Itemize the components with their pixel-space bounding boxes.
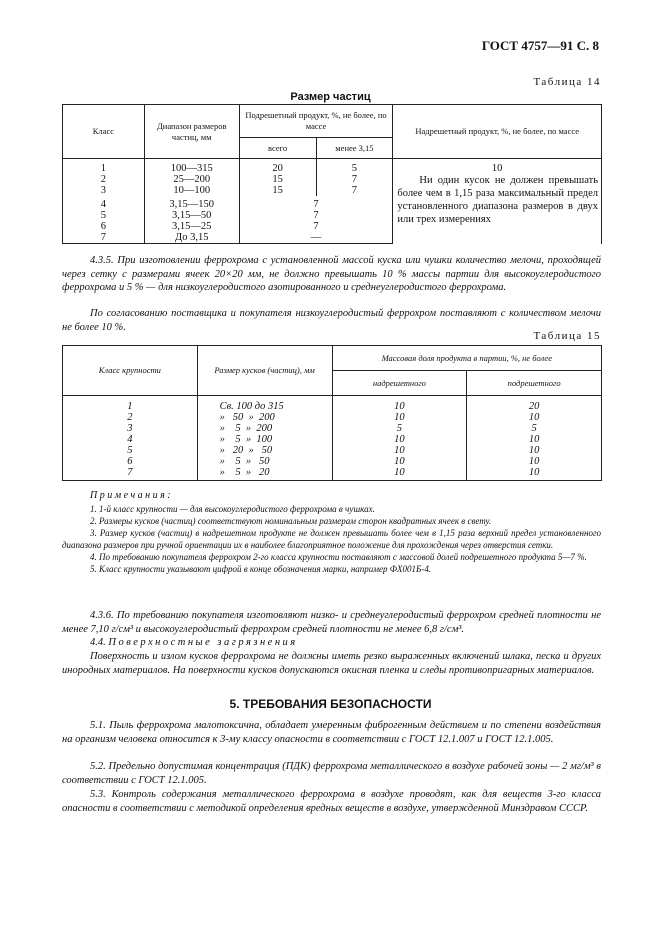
table15	[62, 345, 602, 481]
t14-cell: До 3,15	[144, 232, 239, 244]
section-5-title: 5. ТРЕБОВАНИЯ БЕЗОПАСНОСТИ	[229, 697, 432, 711]
t14-cell: 7	[239, 210, 393, 221]
t14-cell: —	[239, 232, 393, 244]
t14-cell: 3,15—150	[144, 196, 239, 210]
table-row	[63, 423, 602, 434]
t15-cell: 5	[332, 423, 467, 434]
table-row	[63, 412, 602, 423]
t14-over-note	[393, 174, 602, 244]
t15-cell	[197, 423, 332, 434]
t15-size: » 5 » 20	[219, 467, 270, 478]
t14-cell: 100—315	[144, 163, 239, 174]
para-4-4-title: Поверхностные загрязнения	[108, 637, 298, 648]
t14-cell: 5	[316, 163, 393, 174]
t14-cell: 1	[63, 163, 145, 174]
table-row	[63, 467, 602, 481]
t15-head-size: Размер кусков (частиц), мм	[197, 346, 332, 396]
t14-head-less: менее 3,15	[316, 138, 393, 159]
t14-cell: 3	[63, 185, 145, 196]
page-header: ГОСТ 4757—91 С. 8	[481, 38, 599, 53]
table14	[62, 104, 602, 244]
t14-cell: 7	[63, 232, 145, 244]
para-4-4-number: 4.4.	[90, 637, 106, 648]
t14-head-range: Диапазон размеров частиц, мм	[144, 105, 239, 159]
notes-block	[62, 490, 601, 575]
t15-cell: 10	[332, 467, 467, 481]
t15-cell	[197, 434, 332, 445]
t14-cell: 7	[239, 221, 393, 232]
t15-cell: 10	[332, 401, 467, 412]
note-item: 4. По требованию покупателя феррохром 2-го класса крупности поставляют с массовой долей подрешетного продукта 5—7 %.	[90, 552, 587, 562]
table14-caption: Таблица 14	[533, 76, 601, 88]
t14-cell: 4	[63, 196, 145, 210]
table-row	[63, 163, 602, 174]
t14-head-total: всего	[239, 138, 316, 159]
t15-cell: 10	[332, 445, 467, 456]
table-row	[63, 456, 602, 467]
t14-cell: 15	[239, 174, 316, 185]
t15-cell: 10	[467, 434, 602, 445]
t15-cell: 10	[332, 412, 467, 423]
t14-head-class: Класс	[63, 105, 145, 159]
note-item: 1. 1-й класс крупности — для высокоуглеродистого феррохрома в чушках.	[90, 504, 375, 514]
t15-cell: 10	[467, 412, 602, 423]
t15-cell: 20	[467, 401, 602, 412]
t14-cell: 10—100	[144, 185, 239, 196]
t14-cell: 5	[63, 210, 145, 221]
t15-cell: 10	[467, 456, 602, 467]
t15-head-class: Класс крупности	[63, 346, 198, 396]
t14-over-note-text: Ни один кусок не должен превышать более чем в 1,15 раза максимальный предел установленного диапазона размеров в двух или трех измерениях	[397, 175, 598, 225]
para-4-3-6: 4.3.6. По требованию покупателя изготовляют низко- и среднеуглеродистый феррохром средней плотности не менее 7,10 г/см³ и высокоуглеродистый феррохром средней плотности не менее 6,8 г/см³.	[62, 610, 601, 635]
t15-size: » 20 » 50	[219, 445, 273, 456]
t14-cell: 6	[63, 221, 145, 232]
t15-cell: 7	[63, 467, 198, 481]
t15-cell	[197, 412, 332, 423]
t15-cell	[197, 467, 332, 481]
t15-cell: 2	[63, 412, 198, 423]
t14-cell: 25—200	[144, 174, 239, 185]
t15-cell	[197, 445, 332, 456]
t15-cell: 6	[63, 456, 198, 467]
t14-head-under: Подрешетный продукт, %, не более, по массе	[239, 105, 393, 138]
t15-size: » 5 » 200	[219, 423, 273, 434]
t14-head-over: Надрешетный продукт, %, не более, по массе	[393, 105, 602, 159]
para-5-2: 5.2. Предельно допустимая концентрация (ПДК) феррохрома металлического в воздухе рабочей зоны — 2 мг/м³ в соответствии с ГОСТ 12.1.005.	[62, 761, 601, 786]
t14-cell: 7	[239, 196, 393, 210]
para-4-4-heading	[62, 636, 601, 650]
t15-size: » 50 » 200	[219, 412, 275, 423]
t15-cell: 10	[332, 456, 467, 467]
t15-cell: 5	[467, 423, 602, 434]
note-item: 2. Размеры кусков (частиц) соответствуют номинальным размерам сторон квадратных ячеек в свету.	[90, 516, 492, 526]
notes-title: Примечания:	[90, 490, 174, 501]
t14-cell: 3,15—25	[144, 221, 239, 232]
t14-cell: 2	[63, 174, 145, 185]
t15-cell	[197, 456, 332, 467]
t15-size: » 5 » 100	[219, 434, 273, 445]
t14-cell: 15	[239, 185, 316, 196]
t15-size: Св. 100 до 315	[219, 401, 284, 412]
t15-size: » 5 » 50	[219, 456, 270, 467]
table-row	[63, 401, 602, 412]
table15-caption: Таблица 15	[533, 330, 601, 342]
t15-cell: 10	[467, 445, 602, 456]
t14-cell: 7	[316, 174, 393, 185]
t15-head-over: надрешетного	[332, 371, 467, 396]
para-5-3: 5.3. Контроль содержания металлического феррохрома в воздухе проводят, как для веществ 3-го класса опасности в соответствии с методикой определения вредных веществ в воздухе, утвержденной Минздравом СССР.	[62, 789, 601, 814]
para-4-4-text: Поверхность и излом кусков феррохрома не должны иметь резко выраженных включений шлака, песка и других инородных материалов. На поверхности кусков допускаются окисная пленка и следы противопригарных материалов.	[62, 651, 601, 676]
t15-cell	[197, 401, 332, 412]
t14-cell: 20	[239, 163, 316, 174]
table-row	[63, 434, 602, 445]
table14-title: Размер частиц	[290, 91, 371, 103]
t14-cell: 3,15—50	[144, 210, 239, 221]
t15-cell: 10	[332, 434, 467, 445]
t15-cell: 4	[63, 434, 198, 445]
table-row	[63, 445, 602, 456]
t15-head-under: подрешетного	[467, 371, 602, 396]
t14-cell: 7	[316, 185, 393, 196]
t15-cell: 5	[63, 445, 198, 456]
para-4-3-5: 4.3.5. При изготовлении феррохрома с установленной массой куска или чушки количество мелочи, проходящей через сетку с размерами ячеек 20×20 мм, не должно превышать 10 % массы партии для высокоуглеродистого феррохрома и 5 % — для низкоуглеродистого азотированного и среднеуглеродистого феррохрома.	[62, 255, 601, 293]
t15-cell: 1	[63, 401, 198, 412]
para-5-1: 5.1. Пыль феррохрома малотоксична, обладает умеренным фиброгенным действием и по степени воздействия на организм человека относится к 3-му классу опасности в соответствии с ГОСТ 12.1.007 и ГОСТ 12.1.005.	[62, 720, 601, 745]
table-row	[63, 174, 602, 185]
t15-cell: 10	[467, 467, 602, 481]
note-item: 5. Класс крупности указывают цифрой в конце обозначения марки, например ФХ001Б-4.	[90, 564, 432, 574]
note-item: 3. Размер кусков (частиц) в надрешетном продукте не должен превышать более чем в 1,15 раза верхний предел установленного диапазона размеров при ручной ориентации их в наиболее благоприятное положение для прохождения через отверстия сетки.	[62, 528, 601, 550]
para-4-3-5-b: По согласованию поставщика и покупателя низкоуглеродистый феррохром поставляют с количеством мелочи не более 10 %.	[62, 308, 601, 333]
t14-over-value: 10	[393, 163, 602, 174]
t15-head-mass: Массовая доля продукта в партии, %, не более	[332, 346, 601, 371]
t15-cell: 3	[63, 423, 198, 434]
